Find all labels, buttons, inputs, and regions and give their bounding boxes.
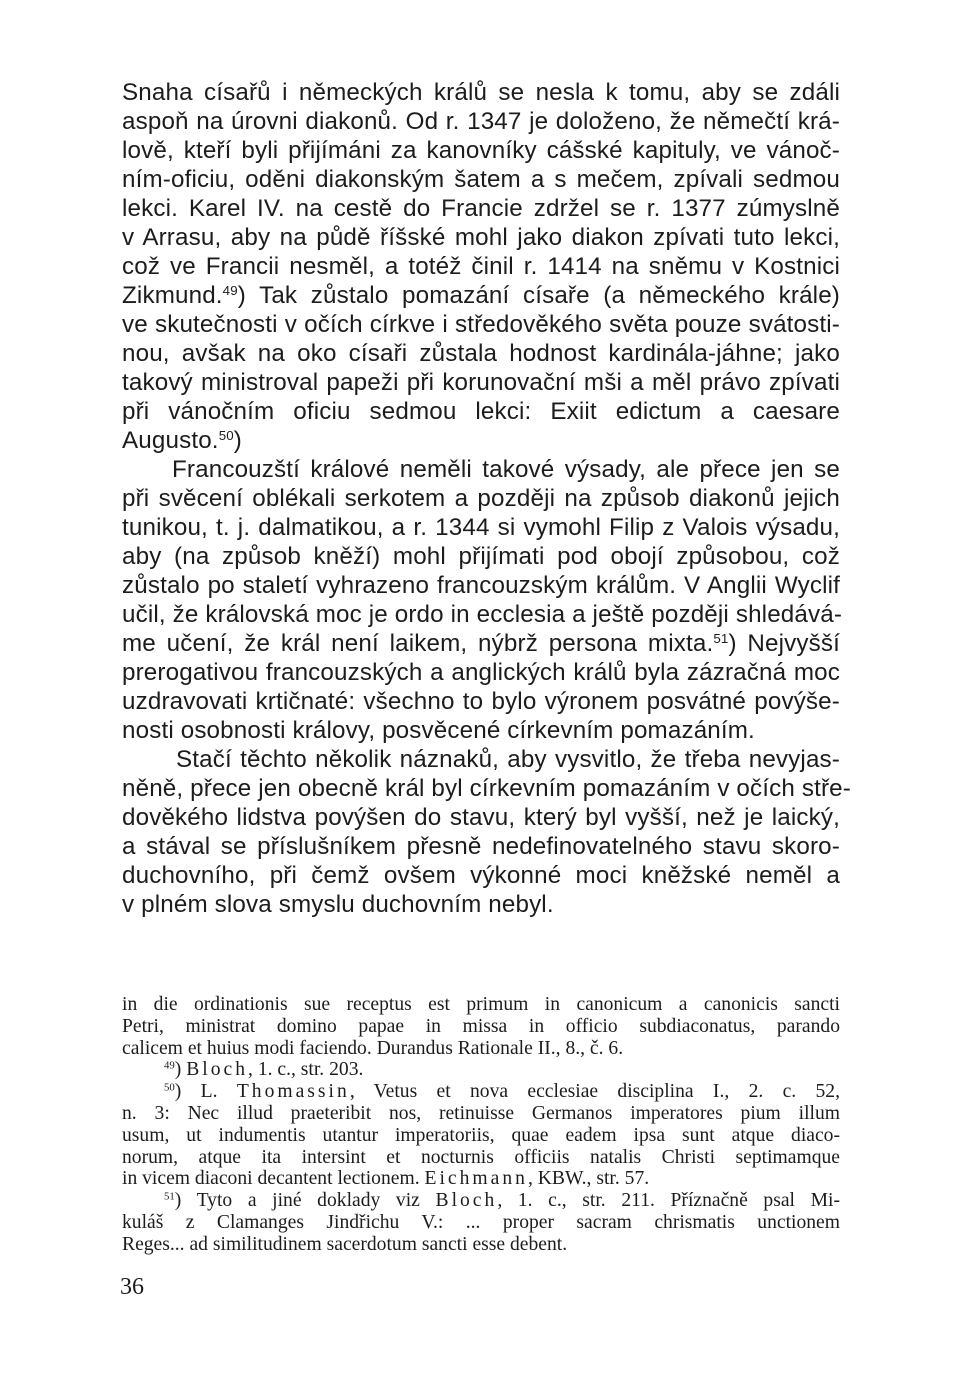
footnote-50: $^{50}$) L. Thomassin, Vetus et nova ecclesiae disciplina I., 2. c. 52, (164, 1081, 840, 1103)
text-line: lekci. Karel IV. na cestě do Francie zdržel se r. 1377 zúmyslně (122, 195, 840, 222)
text-line: uzdravovati krtičnaté: všechno to bylo výronem posvátné povýše- (122, 688, 840, 715)
text-line: a stával se příslušníkem přesně nedefinovatelného stavu skoro- (122, 833, 840, 860)
footnote-ref: 49 (222, 283, 238, 299)
footnote-line: in vicem diaconi decantent lectionem. Eichmann, KBW., str. 57. (122, 1168, 650, 1190)
footnote-ref: 50 (218, 428, 234, 444)
text-line: což ve Francii nesměl, a totéž činil r. 1414 na sněmu v Kostnici (122, 253, 840, 280)
text-line: duchovního, při čemž ovšem výkonné moci kněžské neměl a (122, 862, 840, 889)
footnote-line: calicem et huius modi faciendo. Durandus Rationale II., 8., č. 6. (122, 1037, 624, 1059)
footnote-line: kuláš z Clamanges Jindřichu V.: ... proper sacram chrismatis unctionem (122, 1211, 840, 1233)
footnote-line: usum, ut indumentis utantur imperatoriis, quae eadem ipsa sunt atque diaco- (122, 1124, 840, 1146)
text-line: Augusto.$^{50}$) (122, 427, 242, 454)
text-line: lově, kteří byli přijímáni za kanovníky cášské kapituly, ve vánoč- (122, 137, 840, 164)
text-line: Stačí těchto několik náznaků, aby vysvitlo, že třeba nevyjas- (176, 746, 840, 773)
footnote-line: in die ordinationis sue receptus est primum in canonicum a canonicis sancti (122, 994, 840, 1015)
text-line: takový ministroval papeži při korunovační mši a měl právo zpívati (122, 369, 840, 396)
text-line: Snaha císařů i německých králů se nesla k tomu, aby se zdáli (122, 79, 840, 106)
text-line: aspoň na úrovni diakonů. Od r. 1347 je doloženo, že němečtí krá- (122, 108, 840, 135)
text-line: Francouzští králové neměli takové výsady, ale přece jen se (172, 456, 840, 483)
author-name: Bloch (435, 1190, 498, 1212)
footnote-line: Reges... ad similitudinem sacerdotum sancti esse debent. (122, 1233, 568, 1255)
footnote-mark: 49 (164, 1059, 175, 1072)
text-line: Zikmund.$^{49}$) Tak zůstalo pomazání císaře (a německého krále) (122, 282, 840, 309)
text-line: prerogativou francouzských a anglických králů byla zázračná moc (122, 659, 840, 686)
footnote-ref: 51 (713, 631, 729, 647)
text-line: zůstalo po staletí vyhrazeno francouzským králům. V Anglii Wyclif (122, 572, 840, 599)
text-line: při vánočním oficiu sedmou lekci: Exiit edictum a caesare (122, 398, 840, 425)
footnote-49: $^{49}$) Bloch, 1. c., str. 203. (164, 1059, 364, 1081)
footnote-line: norum, atque ita intersint et nocturnis officiis natalis Christi septimamque (122, 1146, 840, 1168)
author-name: Thomassin (236, 1081, 350, 1103)
text-line: něně, přece jen obecně král byl církevním pomazáním v očích stře- (122, 775, 851, 802)
text-line: ve skutečnosti v očích církve i středověkého světa pouze svátosti- (122, 311, 840, 338)
text-line: aby (na způsob kněží) mohl přijímati pod obojí způsobou, což (122, 543, 840, 570)
text-line: v Arrasu, aby na půdě říšské mohl jako diakon zpívati tuto lekci, (122, 224, 840, 251)
footnote-line: Petri, ministrat domino papae in missa in officio subdiaconatus, parando (122, 1015, 840, 1037)
text-line: dověkého lidstva povýšen do stavu, který byl vyšší, než je laický, (122, 804, 840, 831)
main-text (122, 78, 851, 919)
text-line: me učení, že král není laikem, nýbrž persona mixta.$^{51}$) Nejvyšší (122, 630, 840, 657)
text-line: nosti osobnosti královy, posvěcené církevním pomazáním. (122, 717, 755, 744)
author-name: Eichmann (424, 1168, 528, 1190)
text-line: nou, avšak na oko císaři zůstala hodnost kardinála-jáhne; jako (122, 340, 840, 367)
footnote-51: $^{51}$) Tyto a jiné doklady viz Bloch, 1. c., str. 211. Příznačně psal Mi- (164, 1190, 840, 1212)
text-line: tunikou, t. j. dalmatikou, a r. 1344 si vymohl Filip z Valois výsadu, (122, 514, 840, 541)
page-number: 36 (120, 1274, 144, 1300)
footnote-mark: 51 (164, 1190, 175, 1203)
author-name: Bloch (186, 1059, 249, 1081)
footnote-mark: 50 (164, 1081, 175, 1094)
text-line: učil, že královská moc je ordo in ecclesia a ještě později shledává- (122, 601, 843, 628)
text-line: při svěcení oblékali serkotem a později na způsob diakonů jejich (122, 485, 840, 512)
text-line: v plném slova smyslu duchovním nebyl. (122, 891, 554, 918)
text-line: ním-oficiu, oděni diakonským šatem a s mečem, zpívali sedmou (122, 166, 840, 193)
footnotes (122, 994, 840, 1256)
footnote-line: n. 3: Nec illud praeteribit nos, retinuisse Germanos imperatores pium illum (122, 1102, 840, 1124)
